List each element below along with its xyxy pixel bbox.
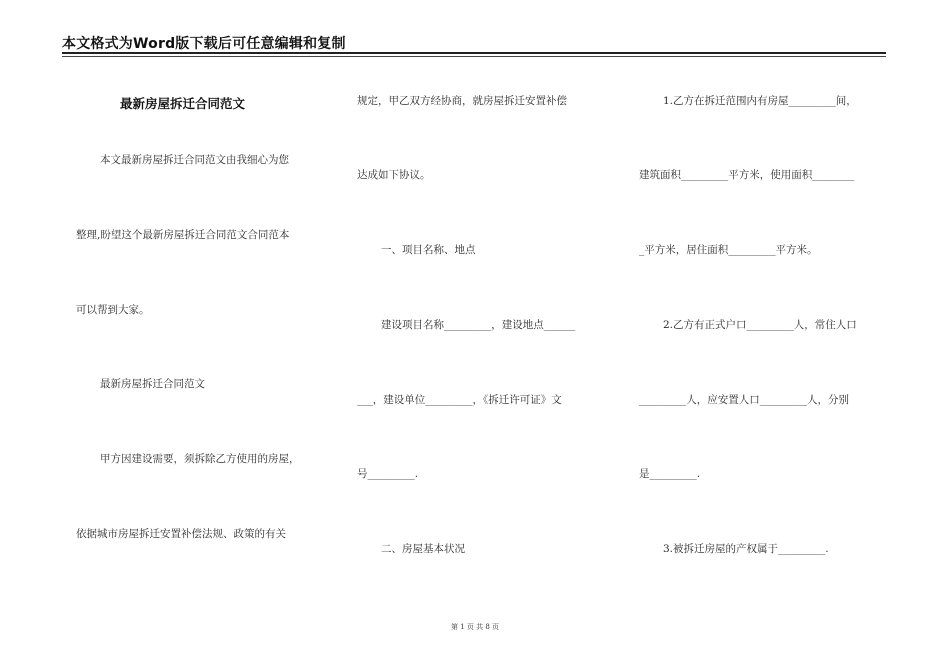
paragraph-line: 1.乙方在拆迁范围内有房屋_________间，	[663, 95, 857, 107]
section-heading: 一、项目名称、地点	[381, 244, 476, 256]
paragraph-line: 规定，甲乙双方经协商，就房屋拆迁安置补偿	[357, 95, 567, 107]
section-heading: 二、房屋基本状况	[381, 543, 465, 555]
document-title: 最新房屋拆迁合同范文	[120, 96, 246, 111]
paragraph-line: 是_________.	[639, 468, 701, 480]
paragraph-line: 建筑面积_________平方米，使用面积________	[639, 169, 855, 181]
text-column-1	[76, 0, 336, 672]
text-column-3	[639, 0, 889, 672]
paragraph-line: 建设项目名称_________，建设地点______	[381, 319, 576, 331]
paragraph-line: _________人，应安置人口_________人，分别	[639, 394, 849, 406]
paragraph-line: 达成如下协议。	[357, 169, 431, 181]
paragraph-line: _平方米，居住面积_________平方米。	[639, 244, 818, 256]
paragraph-line: 号_________.	[357, 468, 419, 480]
paragraph-line: 最新房屋拆迁合同范文	[100, 378, 205, 390]
paragraph-line: 本文最新房屋拆迁合同范文由我细心为您	[100, 154, 289, 166]
paragraph-line: ___，建设单位_________，《拆迁许可证》文	[357, 394, 562, 406]
page-number: 第 1 页 共 8 页	[450, 623, 500, 631]
paragraph-line: 甲方因建设需要，须拆除乙方使用的房屋，	[100, 453, 300, 465]
paragraph-line: 3.被拆迁房屋的产权属于_________.	[663, 543, 829, 555]
paragraph-line: 可以帮到大家。	[76, 304, 150, 316]
paragraph-line: 依据城市房屋拆迁安置补偿法规、政策的有关	[76, 528, 286, 540]
document-banner: 本文格式为Word版下载后可任意编辑和复制	[62, 36, 346, 52]
text-column-2	[357, 0, 607, 672]
paragraph-line: 整理,盼望这个最新房屋拆迁合同范文合同范本	[76, 229, 290, 241]
paragraph-line: 2.乙方有正式户口_________人，常住人口	[663, 319, 857, 331]
